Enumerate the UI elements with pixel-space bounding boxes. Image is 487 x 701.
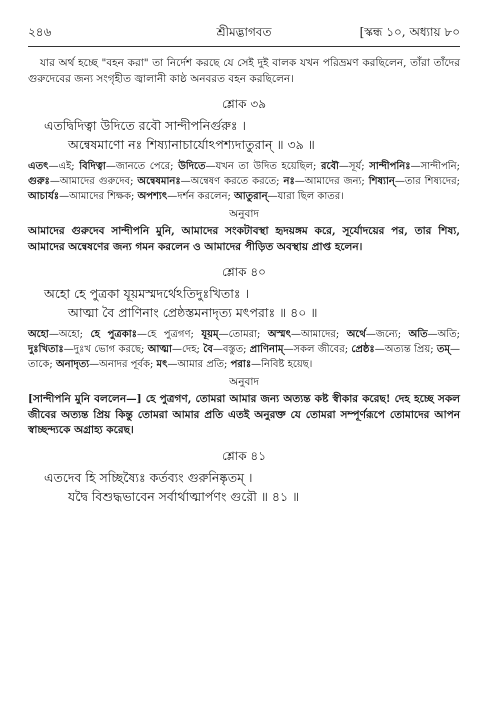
synonym-meaning: —অতি; — [427, 329, 460, 340]
synonym-word: অন্বেষমানঃ — [137, 176, 181, 187]
synonym-meaning: —অনাদর পূর্বক; — [89, 359, 157, 370]
synonym-meaning: —নিবিষ্ট হয়েছ। — [251, 359, 313, 370]
synonym-meaning: —আমাদের গুরুদেব; — [49, 176, 138, 187]
synonym-meaning: —আমার প্রতি; — [167, 359, 231, 370]
verse-line: অহো হে পুত্রকা যূয়মস্মদর্থেঽতিদুঃখিতাঃ । — [44, 286, 250, 301]
synonym-word: প্রেষ্ঠঃ — [351, 344, 375, 355]
synonym-word: আতুরান্ — [234, 191, 268, 202]
verse-line: অন্বেষমাণো নঃ শিষ্যানাচার্যোঽপশ্যদাতুরান্ ॥ ৩৯ ॥ — [68, 137, 315, 152]
synonym-word: আচার্যঃ — [28, 191, 60, 202]
synonym-meaning: —তোমরা; — [218, 329, 268, 340]
synonym-meaning: —আমাদের; — [290, 329, 347, 340]
synonym-meaning: —সান্দীপনি; — [410, 161, 460, 172]
synonym-meaning: —দুঃখ ভোগ করছে; — [63, 344, 148, 355]
synonym-word: তম্ — [436, 344, 450, 355]
synonym-word: এতৎ — [28, 161, 49, 172]
translation-heading: অনুবাদ — [229, 208, 259, 220]
verse-text — [28, 116, 460, 154]
synonym-meaning: —এই; — [48, 161, 80, 172]
synonym-meaning: —অত্যন্ত প্রিয়; — [374, 344, 437, 355]
synonym-meaning: —যখন তা উদিত হয়েছিল; — [205, 161, 321, 172]
synonym-word: অর্থে — [346, 329, 366, 340]
verse-heading: শ্লোক ৩৯ — [222, 97, 266, 111]
page-number: ২৪৬ — [28, 25, 52, 39]
synonym-word: উদিতে — [178, 161, 206, 172]
chapter-reference: [স্কন্ধ ১০, অধ্যায় ৮০ — [359, 25, 460, 39]
synonyms — [28, 159, 460, 204]
synonym-word: সান্দীপনিঃ — [369, 161, 411, 172]
synonym-word: শিষ্যান্ — [368, 176, 395, 187]
translation: আমাদের গুরুদেব সান্দীপনি মুনি, আমাদের সংকটাবস্থা হৃদয়ঙ্গম করে, সূর্যোদয়ের পর, তার শিষ্য, আমাদের অন্বেষণের জন্য গমন করলেন ও আমাদের পীড়িত অবস্থায় প্রাপ্ত হলেন। — [28, 225, 460, 253]
synonym-word: নঃ — [283, 176, 295, 187]
synonym-meaning: —অন্বেষণ করতে করতে; — [180, 176, 284, 187]
synonym-meaning: —আমাদের জন্য; — [294, 176, 369, 187]
synonym-word: যূয়ম্ — [201, 329, 219, 340]
verse-text — [28, 284, 460, 322]
page — [28, 24, 460, 506]
synonym-meaning: —জন্যে; — [365, 329, 409, 340]
header-rule — [28, 46, 460, 47]
synonym-meaning: —দেহ; — [171, 344, 204, 355]
synonyms — [28, 327, 460, 372]
verse-heading: শ্লোক ৪০ — [222, 265, 266, 279]
synonym-word: দুঃখিতাঃ — [28, 344, 64, 355]
synonym-meaning: —হে পুত্রগণ; — [137, 329, 202, 340]
synonym-word: বিদিত্বা — [79, 161, 106, 172]
synonym-meaning: —তাকে; — [28, 344, 460, 370]
synonym-meaning: —যারা ছিল কাতর। — [267, 191, 344, 202]
book-title: শ্রীমদ্ভাগবত — [216, 25, 272, 39]
intro-paragraph: যার অর্থ হচ্ছে "বহন করা" তা নির্দেশ করছে যে সেই দুই বালক যখন পরিভ্রমণ করছিলেন, তাঁরা তাঁদের গুরুদেবের জন্য সংগৃহীত জ্বালানী কাষ্ঠ অনবরত বহন করছিলেন। — [28, 57, 460, 85]
synonym-word: পরাঃ — [230, 359, 252, 370]
verse-text — [28, 468, 460, 506]
verse-line: যদ্বৈ বিশুদ্ধভাবেন সর্বার্থাত্মার্পণং গুরৌ ॥ ৪১ ॥ — [68, 488, 300, 504]
synonym-word: হে পুত্রকাঃ — [90, 329, 137, 340]
synonym-word: মৎ — [156, 359, 168, 370]
verse-line: আত্মা বৈ প্রাণিনাং প্রেষ্ঠস্তমনাদৃত্য মৎপরাঃ ॥ ৪০ ॥ — [68, 305, 318, 320]
synonym-word: অনাদৃত্য — [55, 359, 90, 370]
synonym-word: বৈ — [203, 344, 213, 355]
synonym-meaning: —অহো; — [48, 329, 91, 340]
synonym-meaning: —আমাদের শিক্ষক; — [59, 191, 138, 202]
synonym-meaning: —জানতে পেরে; — [105, 161, 179, 172]
verse-line: এতদেব হি সচ্ছিষ্যৈঃ কর্তব্যং গুরুনিষ্কৃতম্ । — [44, 469, 253, 485]
synonym-word: গুরুঃ — [28, 176, 50, 187]
synonym-meaning: —বস্তুত; — [212, 344, 250, 355]
page-header — [28, 24, 460, 44]
synonym-word: অতি — [408, 329, 428, 340]
synonym-word: অস্মৎ — [267, 329, 291, 340]
synonym-word: অপশ্যৎ — [137, 191, 168, 202]
synonym-meaning: —তার শিষ্যদের; — [394, 176, 460, 187]
verse-heading: শ্লোক ৪১ — [222, 448, 266, 463]
synonym-meaning: —সকল জীবের; — [283, 344, 352, 355]
synonym-word: আত্মা — [147, 344, 172, 355]
synonym-word: অহো — [28, 329, 49, 340]
translation-heading: অনুবাদ — [229, 376, 259, 388]
synonym-word: প্রাণিনাম্ — [249, 344, 284, 355]
verse-line: এতদ্বিদিত্বা উদিতে রবৌ সান্দীপনির্গুরুঃ । — [44, 118, 246, 133]
translation: [সান্দীপনি মুনি বললেন—] হে পুত্রগণ, তোমরা আমার জন্য অত্যন্ত কষ্ট স্বীকার করেছ! দেহ হচ্ছে সকল জীবের অত্যন্ত প্রিয় কিন্তু তোমরা আমার প্রতি এতই অনুরক্ত যে তোমরা সম্পূর্ণরূপে তোমাদের আপন স্বাচ্ছন্দ্যকে অগ্রাহ্য করেছ। — [28, 393, 460, 436]
synonym-meaning: —দর্শন করলেন; — [167, 191, 234, 202]
synonym-word: রবৌ — [320, 161, 339, 172]
synonym-meaning: —সূর্য; — [338, 161, 370, 172]
